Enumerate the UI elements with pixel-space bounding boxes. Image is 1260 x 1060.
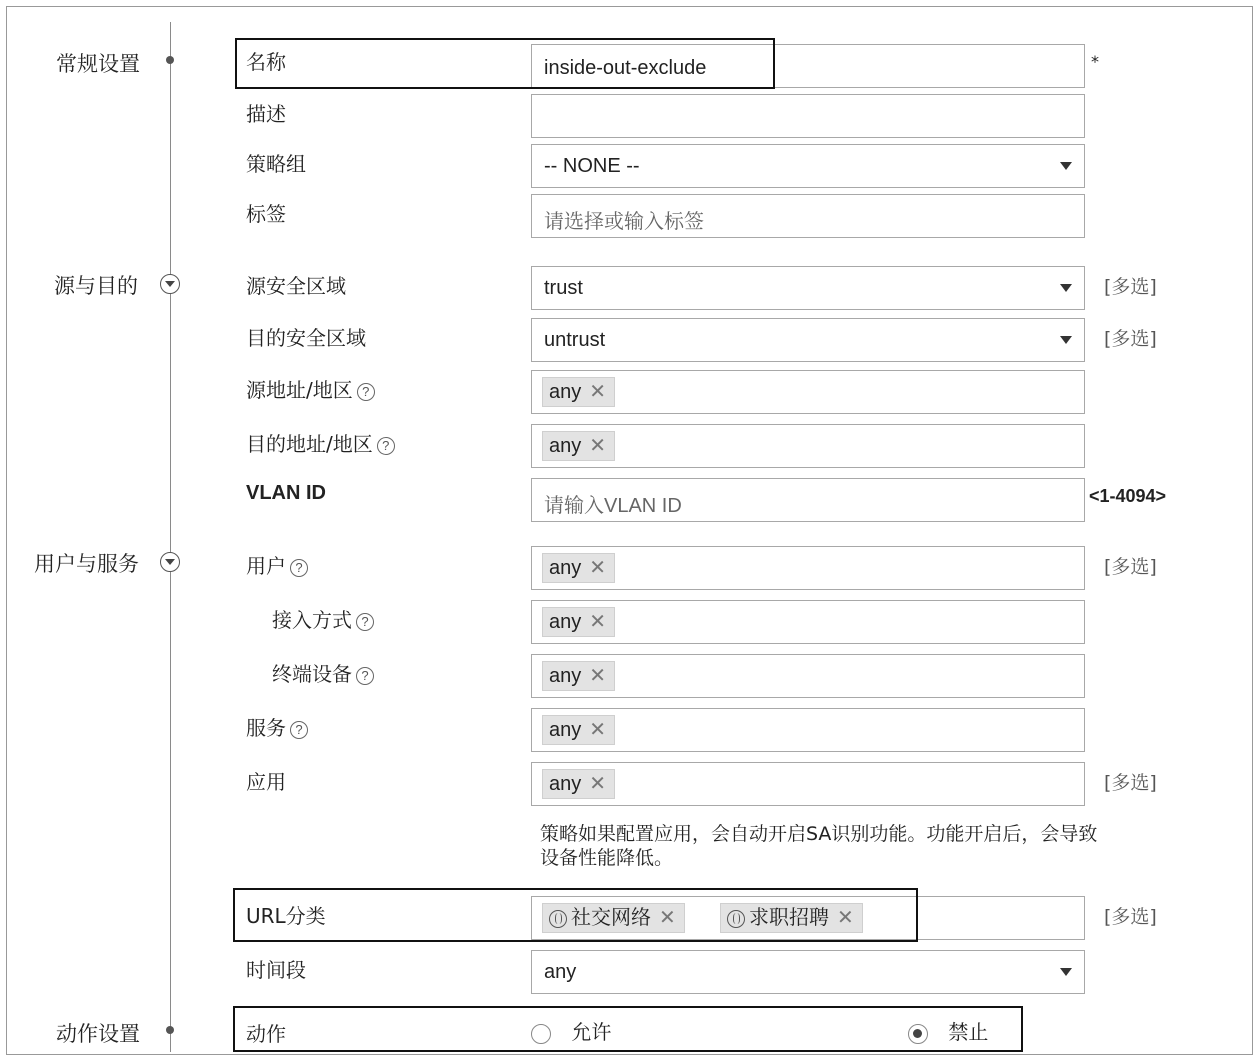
remove-icon[interactable]: ✕ — [589, 665, 607, 687]
terminal-label-text: 终端设备 — [272, 662, 352, 686]
chevron-down-icon — [1060, 968, 1072, 976]
vlan-input[interactable] — [531, 478, 1085, 522]
dst-zone-label: 目的安全区域 — [246, 326, 366, 350]
radio-deny[interactable] — [908, 1024, 928, 1044]
name-value: inside-out-exclude — [544, 57, 707, 79]
action-allow-option[interactable] — [531, 1016, 611, 1045]
remove-icon[interactable]: ✕ — [589, 773, 607, 795]
help-icon[interactable]: ? — [356, 613, 374, 631]
terminal-label — [272, 658, 374, 687]
remove-icon[interactable]: ✕ — [659, 907, 676, 929]
tag-text: any — [549, 665, 582, 687]
dst-addr-label — [246, 428, 395, 457]
help-icon[interactable]: ? — [356, 667, 374, 685]
highlight-name — [235, 38, 775, 89]
highlight-url — [233, 888, 918, 942]
section-source-dest: 源与目的 — [54, 274, 138, 298]
user-input[interactable] — [531, 546, 1085, 590]
application-input[interactable] — [531, 762, 1085, 806]
help-icon[interactable]: ? — [377, 437, 395, 455]
access-label-text: 接入方式 — [272, 608, 352, 632]
src-zone-label: 源安全区域 — [246, 274, 346, 298]
section-user-service: 用户与服务 — [34, 552, 139, 576]
policy-group-value: -- NONE -- — [544, 155, 640, 177]
dst-zone-multi-link[interactable]: [多选] — [1104, 328, 1157, 350]
remove-icon[interactable]: ✕ — [837, 907, 854, 929]
deny-text: 禁止 — [948, 1020, 989, 1044]
src-addr-label-text: 源地址/地区 — [246, 378, 353, 402]
access-label — [272, 604, 374, 633]
dst-addr-label-text: 目的地址/地区 — [246, 432, 373, 456]
remove-icon[interactable]: ✕ — [589, 435, 607, 457]
application-tag — [542, 769, 615, 799]
section-general: 常规设置 — [56, 52, 140, 76]
tag-text: any — [549, 381, 582, 403]
src-zone-multi-link[interactable]: [多选] — [1104, 276, 1157, 298]
remove-icon[interactable]: ✕ — [589, 719, 607, 741]
dst-zone-select[interactable] — [531, 318, 1085, 362]
remove-icon[interactable]: ✕ — [589, 611, 607, 633]
schedule-select[interactable] — [531, 950, 1085, 994]
radio-allow[interactable] — [531, 1024, 551, 1044]
application-label: 应用 — [246, 770, 286, 794]
tag-input[interactable] — [531, 194, 1085, 238]
url-multi-link[interactable]: [多选] — [1104, 906, 1157, 928]
service-input[interactable] — [531, 708, 1085, 752]
url-label: URL分类 — [246, 904, 326, 928]
help-icon[interactable]: ? — [290, 721, 308, 739]
src-addr-label — [246, 374, 375, 403]
vlan-label: VLAN ID — [246, 482, 326, 504]
required-mark: * — [1091, 52, 1099, 71]
tag-label: 标签 — [246, 202, 286, 226]
access-input[interactable] — [531, 600, 1085, 644]
remove-icon[interactable]: ✕ — [589, 381, 607, 403]
description-label: 描述 — [246, 102, 286, 126]
terminal-tag — [542, 661, 615, 691]
schedule-label: 时间段 — [246, 958, 306, 982]
tag-text: any — [549, 773, 582, 795]
service-label-text: 服务 — [246, 716, 286, 740]
section-action: 动作设置 — [56, 1022, 140, 1046]
vlan-placeholder: 请输入VLAN ID — [544, 495, 682, 517]
tag-text: any — [549, 557, 582, 579]
chevron-down-icon — [1060, 284, 1072, 292]
tag-placeholder: 请选择或输入标签 — [544, 211, 704, 233]
collapse-user-service-icon[interactable] — [160, 552, 180, 572]
chevron-down-icon — [1060, 162, 1072, 170]
collapse-source-dest-icon[interactable] — [160, 274, 180, 294]
section-timeline — [170, 22, 171, 1052]
service-label — [246, 712, 308, 741]
tag-text: 求职招聘 — [749, 907, 829, 929]
highlight-action — [233, 1006, 1023, 1052]
name-label: 名称 — [246, 50, 286, 74]
terminal-input[interactable] — [531, 654, 1085, 698]
allow-text: 允许 — [571, 1020, 612, 1044]
schedule-value: any — [544, 961, 577, 983]
help-icon[interactable]: ? — [290, 559, 308, 577]
dst-addr-input[interactable] — [531, 424, 1085, 468]
chevron-down-icon — [1060, 336, 1072, 344]
dst-zone-value: untrust — [544, 329, 606, 351]
vlan-range: <1-4094> — [1089, 486, 1167, 506]
action-deny-option[interactable] — [908, 1016, 988, 1045]
tag-text: any — [549, 611, 582, 633]
src-addr-tag — [542, 377, 615, 407]
application-multi-link[interactable]: [多选] — [1104, 772, 1157, 794]
src-addr-input[interactable] — [531, 370, 1085, 414]
access-tag — [542, 607, 615, 637]
user-label-text: 用户 — [246, 554, 286, 578]
help-icon[interactable]: ? — [357, 383, 375, 401]
src-zone-select[interactable] — [531, 266, 1085, 310]
user-label — [246, 550, 308, 579]
service-tag — [542, 715, 615, 745]
application-note: 策略如果配置应用，会自动开启SA识别功能。功能开启后，会导致设备性能降低。 — [540, 823, 1098, 869]
action-label: 动作 — [246, 1022, 286, 1046]
description-input[interactable] — [531, 94, 1085, 138]
policy-group-label: 策略组 — [246, 152, 306, 176]
timeline-dot — [166, 1026, 174, 1034]
user-tag — [542, 553, 615, 583]
tag-text: any — [549, 435, 582, 457]
tag-text: any — [549, 719, 582, 741]
dst-addr-tag — [542, 431, 615, 461]
policy-group-select[interactable] — [531, 144, 1085, 188]
src-zone-value: trust — [544, 277, 583, 299]
user-multi-link[interactable]: [多选] — [1104, 556, 1157, 578]
tag-text: 社交网络 — [571, 907, 651, 929]
remove-icon[interactable]: ✕ — [589, 557, 607, 579]
timeline-dot — [166, 56, 174, 64]
